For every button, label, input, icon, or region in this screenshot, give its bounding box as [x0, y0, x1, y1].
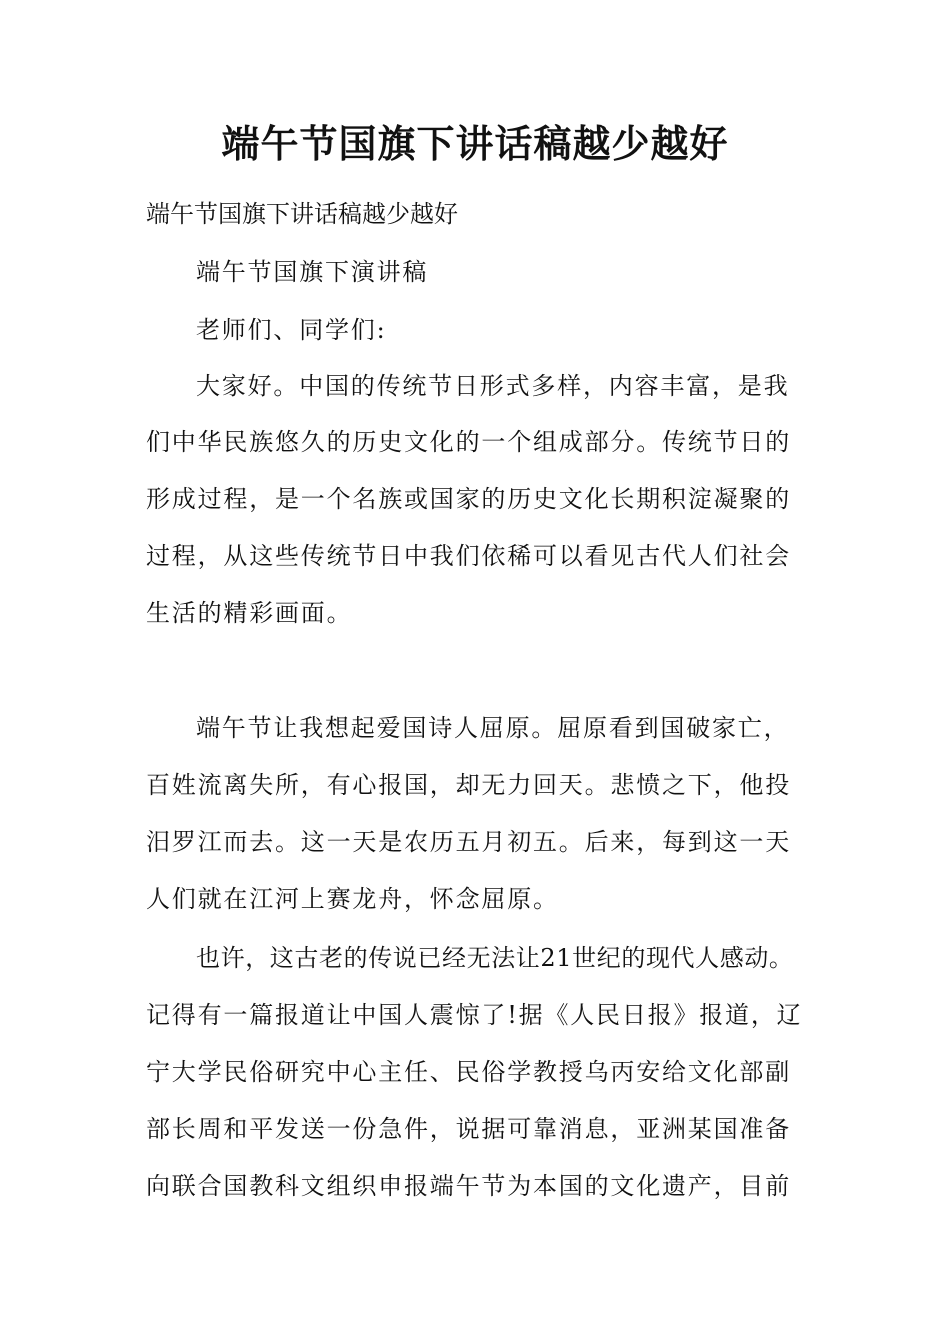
greeting: 老师们、同学们: — [196, 316, 387, 344]
paragraph-2-line-2: 百姓流离失所，有心报国，却无力回天。悲愤之下，他投 — [146, 771, 791, 799]
paragraph-2-line-3: 汨罗江而去。这一天是农历五月初五。后来，每到这一天 — [146, 828, 791, 856]
speech-heading: 端午节国旗下演讲稿 — [196, 258, 429, 286]
paragraph-3-line-5: 向联合国教科文组织申报端午节为本国的文化遗产，目前 — [146, 1172, 791, 1200]
paragraph-1-line-2: 们中华民族悠久的历史文化的一个组成部分。传统节日的 — [146, 428, 791, 456]
paragraph-1-line-3: 形成过程，是一个名族或国家的历史文化长期积淀凝聚的 — [146, 485, 791, 513]
paragraph-1-line-4: 过程，从这些传统节日中我们依稀可以看见古代人们社会 — [146, 542, 791, 570]
paragraph-2-line-1: 端午节让我想起爱国诗人屈原。屈原看到国破家亡， — [196, 714, 790, 742]
paragraph-2-line-4: 人们就在江河上赛龙舟，怀念屈原。 — [146, 885, 559, 913]
paragraph-3-line-1: 也许，这古老的传说已经无法让21世纪的现代人感动。 — [196, 944, 794, 972]
paragraph-3-line-3: 宁大学民俗研究中心主任、民俗学教授乌丙安给文化部副 — [146, 1058, 791, 1086]
paragraph-1-line-1: 大家好。中国的传统节日形式多样，内容丰富，是我 — [196, 372, 790, 400]
paragraph-1-line-5: 生活的精彩画面。 — [146, 599, 353, 627]
paragraph-3-line-2: 记得有一篇报道让中国人震惊了!据《人民日报》报道，辽 — [146, 1001, 803, 1029]
paragraph-3-line-4: 部长周和平发送一份急件，说据可靠消息，亚洲某国准备 — [146, 1115, 791, 1143]
document-title: 端午节国旗下讲话稿越少越好 — [221, 121, 729, 166]
document-subtitle: 端午节国旗下讲话稿越少越好 — [146, 200, 458, 228]
